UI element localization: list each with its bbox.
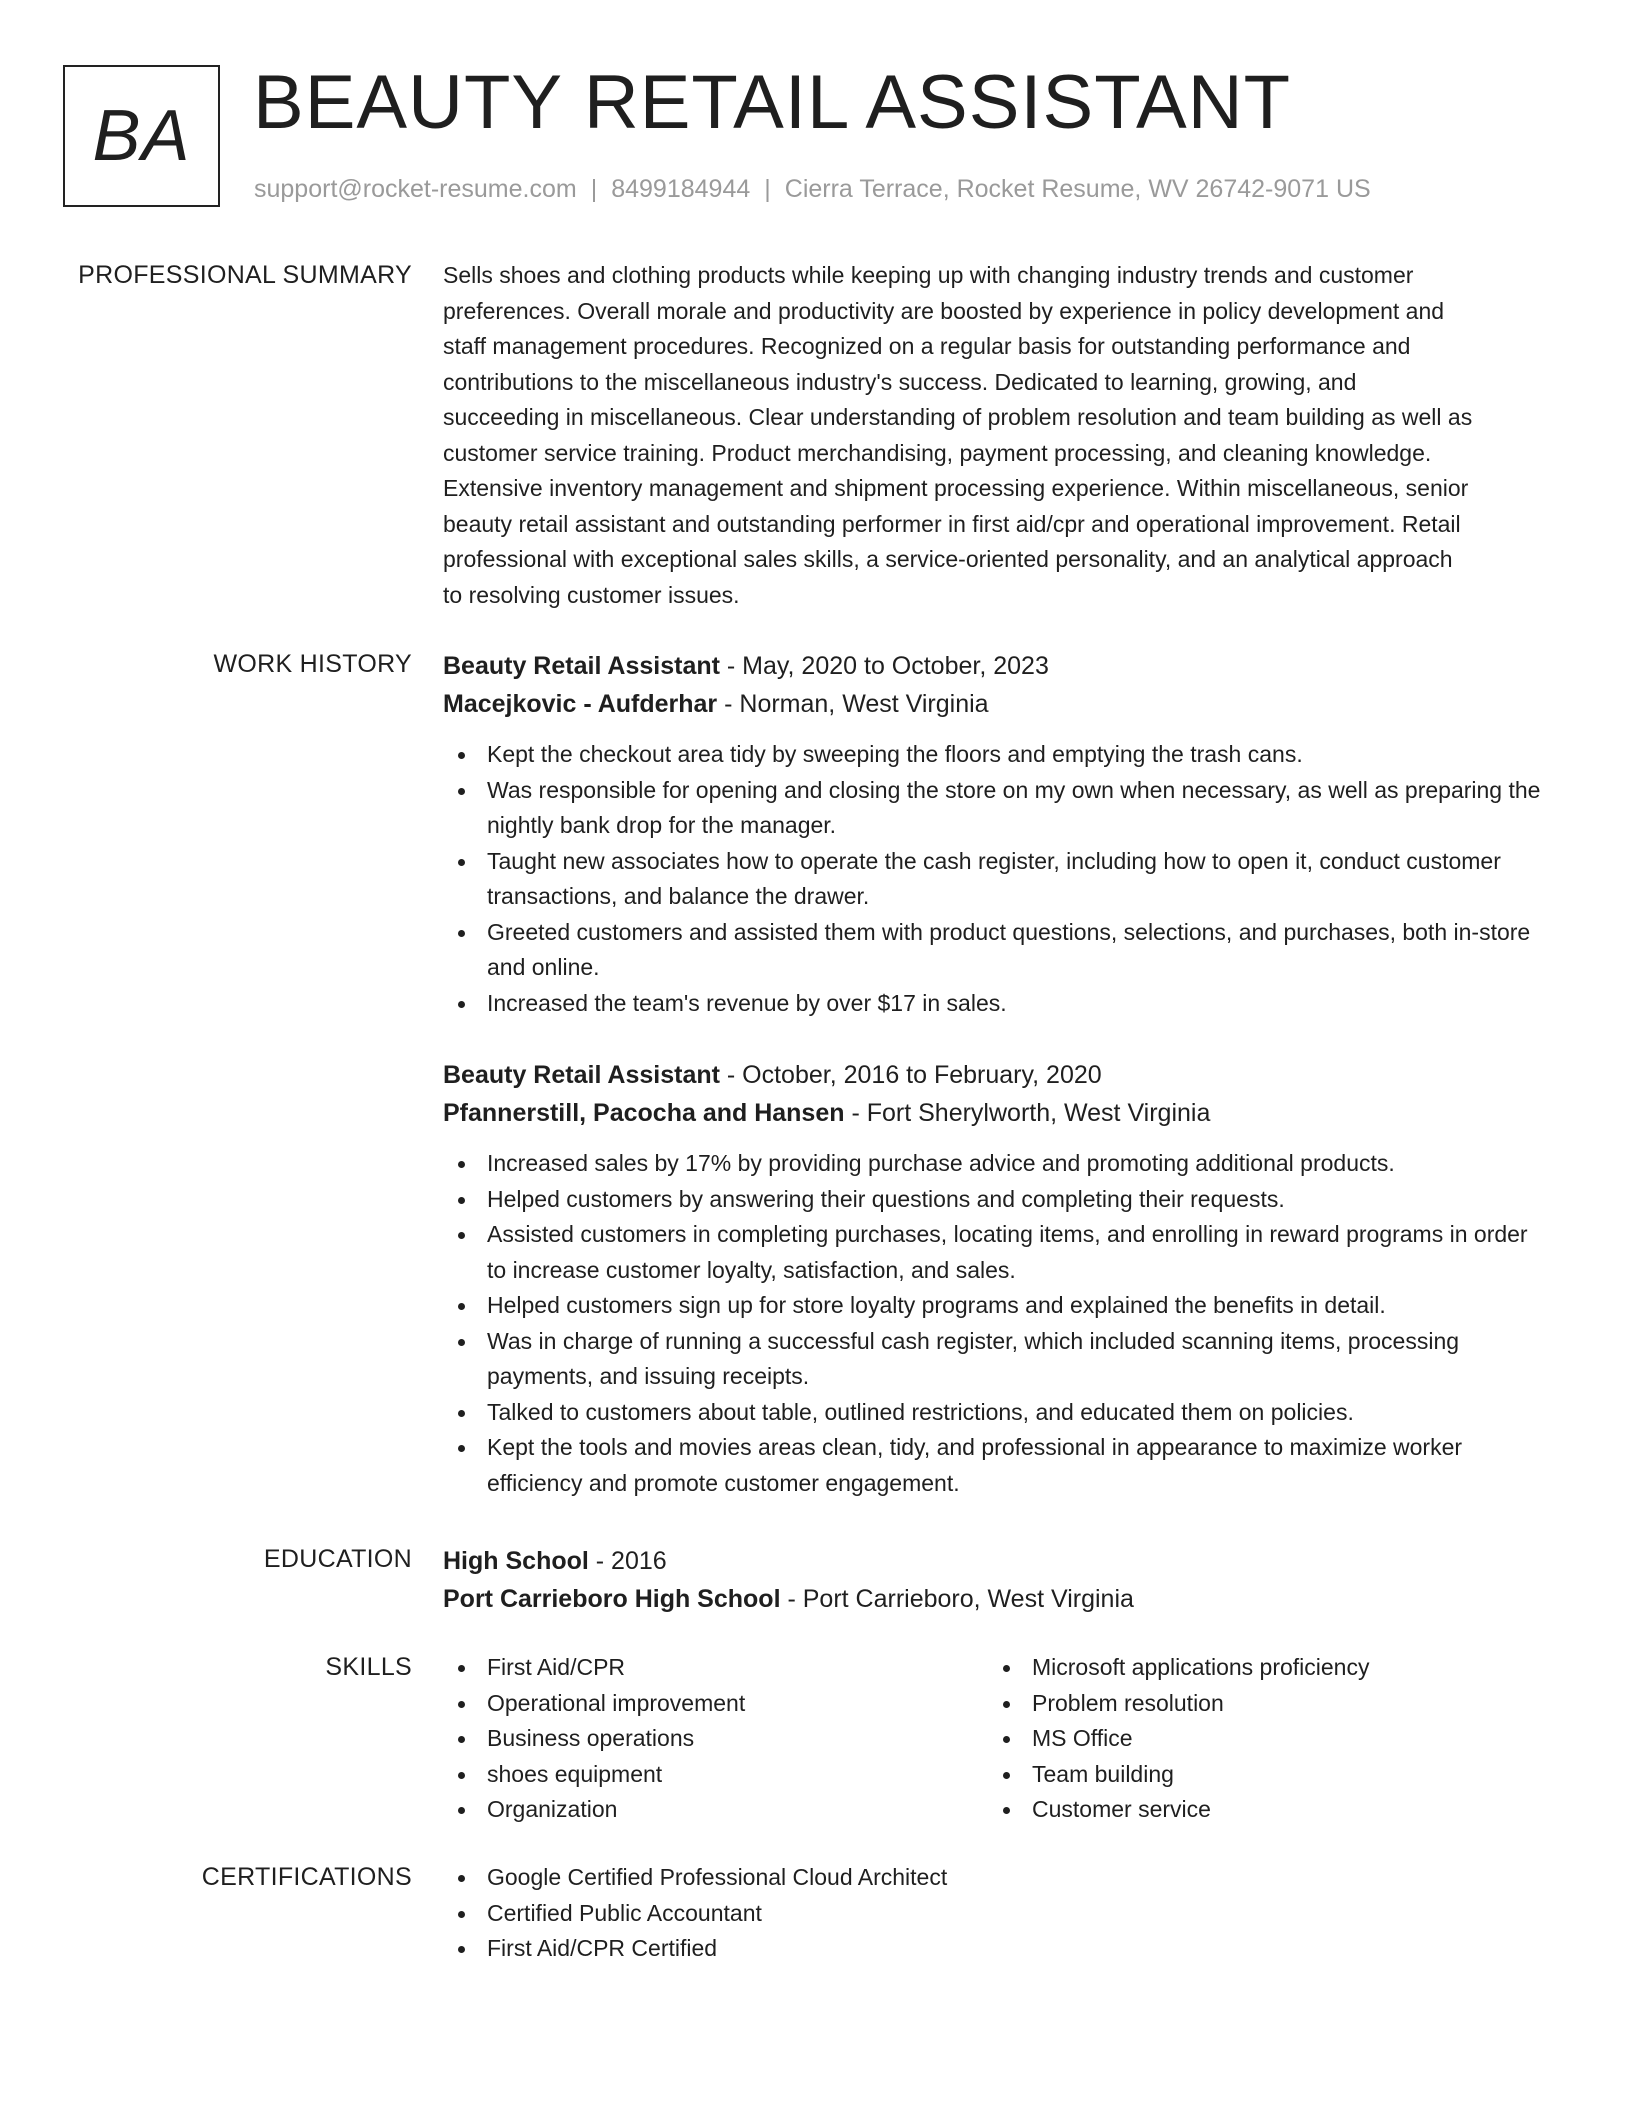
skill-item: Operational improvement (443, 1686, 983, 1722)
contact-phone: 8499184944 (611, 175, 751, 203)
skills-heading: SKILLS (325, 1653, 412, 1681)
summary-line: Extensive inventory management and shipment processing experience. Within miscellaneous, senior (443, 475, 1469, 501)
summary-body (443, 258, 1553, 613)
summary-line: to resolving customer issues. (443, 581, 740, 608)
education-location: - Port Carrieboro, West Virginia (780, 1585, 1134, 1613)
certification-item: Google Certified Professional Cloud Architect (443, 1860, 1553, 1896)
job-bullet: Taught new associates how to operate the cash register, including how to open it, conduct customer transactions, and balance the drawer. (443, 844, 1553, 915)
summary-line: staff management procedures. Recognized on a regular basis for outstanding performance and (443, 333, 1411, 359)
summary-line: professional with exceptional sales skills, a service-oriented personality, and an analytical approach (443, 546, 1453, 572)
job-company: Macejkovic - Aufderhar (443, 690, 718, 718)
skills-body (443, 1650, 1553, 1830)
job-bullet: Assisted customers in completing purchases, locating items, and enrolling in reward programs in order to increase customer loyalty, satisfaction, and sales. (443, 1217, 1553, 1288)
summary-line: contributions to the miscellaneous industry's success. Dedicated to learning, growing, and (443, 368, 1357, 395)
education-degree: High School (443, 1547, 589, 1575)
skills-list (443, 1650, 983, 1828)
skill-item: shoes equipment (443, 1757, 983, 1793)
job-bullet: Talked to customers about table, outlined restrictions, and educated them on policies. (443, 1395, 1553, 1431)
job-dates: - May, 2020 to October, 2023 (719, 652, 1049, 680)
skill-item: Microsoft applications proficiency (988, 1650, 1528, 1686)
contact-email: support@rocket-resume.com (254, 175, 577, 203)
certifications-heading: CERTIFICATIONS (201, 1863, 412, 1891)
job-dates: - October, 2016 to February, 2020 (719, 1061, 1102, 1089)
job-bullets (443, 1146, 1553, 1501)
job-bullet: Helped customers sign up for store loyalty programs and explained the benefits in detail. (443, 1288, 1553, 1324)
job-company: Pfannerstill, Pacocha and Hansen (443, 1099, 845, 1127)
skill-item: Team building (988, 1757, 1528, 1793)
education-school-line (443, 1580, 1553, 1618)
monogram-box (63, 65, 220, 207)
job-bullet: Helped customers by answering their questions and completing their requests. (443, 1182, 1553, 1218)
skill-item: Customer service (988, 1792, 1528, 1828)
education-heading: EDUCATION (263, 1545, 412, 1573)
job-entry (443, 1056, 1553, 1501)
job-bullet: Greeted customers and assisted them with product questions, selections, and purchases, both in-store and online. (443, 915, 1553, 986)
certification-item: First Aid/CPR Certified (443, 1931, 1553, 1967)
contact-line (254, 172, 1371, 206)
skill-item: MS Office (988, 1721, 1528, 1757)
summary-line: preferences. Overall morale and productivity are boosted by experience in policy development and (443, 297, 1445, 324)
job-title: Beauty Retail Assistant (443, 652, 720, 680)
summary-line: customer service training. Product merchandising, payment processing, and cleaning knowledge. (443, 439, 1432, 466)
skill-item: Business operations (443, 1721, 983, 1757)
education-degree-line (443, 1542, 1553, 1580)
job-bullet: Kept the tools and movies areas clean, tidy, and professional in appearance to maximize worker efficiency and promote customer engagement. (443, 1430, 1553, 1501)
job-entry (443, 647, 1553, 1021)
job-bullet: Kept the checkout area tidy by sweeping the floors and emptying the trash cans. (443, 737, 1553, 773)
education-school: Port Carrieboro High School (443, 1585, 781, 1613)
job-title-line (443, 1056, 1553, 1094)
monogram-initials: BA (92, 96, 191, 176)
resume-title: BEAUTY RETAIL ASSISTANT (253, 60, 1292, 145)
job-location: - Fort Sherylworth, West Virginia (844, 1099, 1211, 1127)
job-bullet: Increased sales by 17% by providing purchase advice and promoting additional products. (443, 1146, 1553, 1182)
skill-item: Organization (443, 1792, 983, 1828)
contact-separator: | (590, 175, 598, 203)
job-company-line (443, 1094, 1553, 1132)
skills-column-left (443, 1650, 983, 1828)
summary-heading: PROFESSIONAL SUMMARY (78, 261, 412, 289)
education-body (443, 1542, 1553, 1618)
job-title: Beauty Retail Assistant (443, 1061, 720, 1089)
contact-address: Cierra Terrace, Rocket Resume, WV 26742-9071 US (784, 175, 1371, 203)
job-bullet: Was responsible for opening and closing the store on my own when necessary, as well as preparing the nightly bank drop for the manager. (443, 773, 1553, 844)
job-location: - Norman, West Virginia (717, 690, 989, 718)
summary-line: succeeding in miscellaneous. Clear understanding of problem resolution and team building as well as (443, 404, 1473, 430)
certifications-body (443, 1860, 1553, 1967)
skill-item: Problem resolution (988, 1686, 1528, 1722)
job-bullets (443, 737, 1553, 1021)
job-bullet: Increased the team's revenue by over $17 in sales. (443, 986, 1553, 1022)
job-bullet: Was in charge of running a successful cash register, which included scanning items, processing payments, and issuing receipts. (443, 1324, 1553, 1395)
certification-item: Certified Public Accountant (443, 1896, 1553, 1932)
summary-line: Sells shoes and clothing products while keeping up with changing industry trends and customer (443, 262, 1414, 288)
certifications-list (443, 1860, 1553, 1967)
contact-separator: | (764, 175, 771, 203)
skill-item: First Aid/CPR (443, 1650, 983, 1686)
skills-column-right (988, 1650, 1528, 1828)
work-history-heading: WORK HISTORY (213, 650, 412, 678)
skills-list (988, 1650, 1528, 1828)
education-year: - 2016 (588, 1547, 667, 1575)
summary-line: beauty retail assistant and outstanding performer in first aid/cpr and operational improvement. Retail (443, 510, 1461, 537)
job-title-line (443, 647, 1553, 685)
job-company-line (443, 685, 1553, 723)
